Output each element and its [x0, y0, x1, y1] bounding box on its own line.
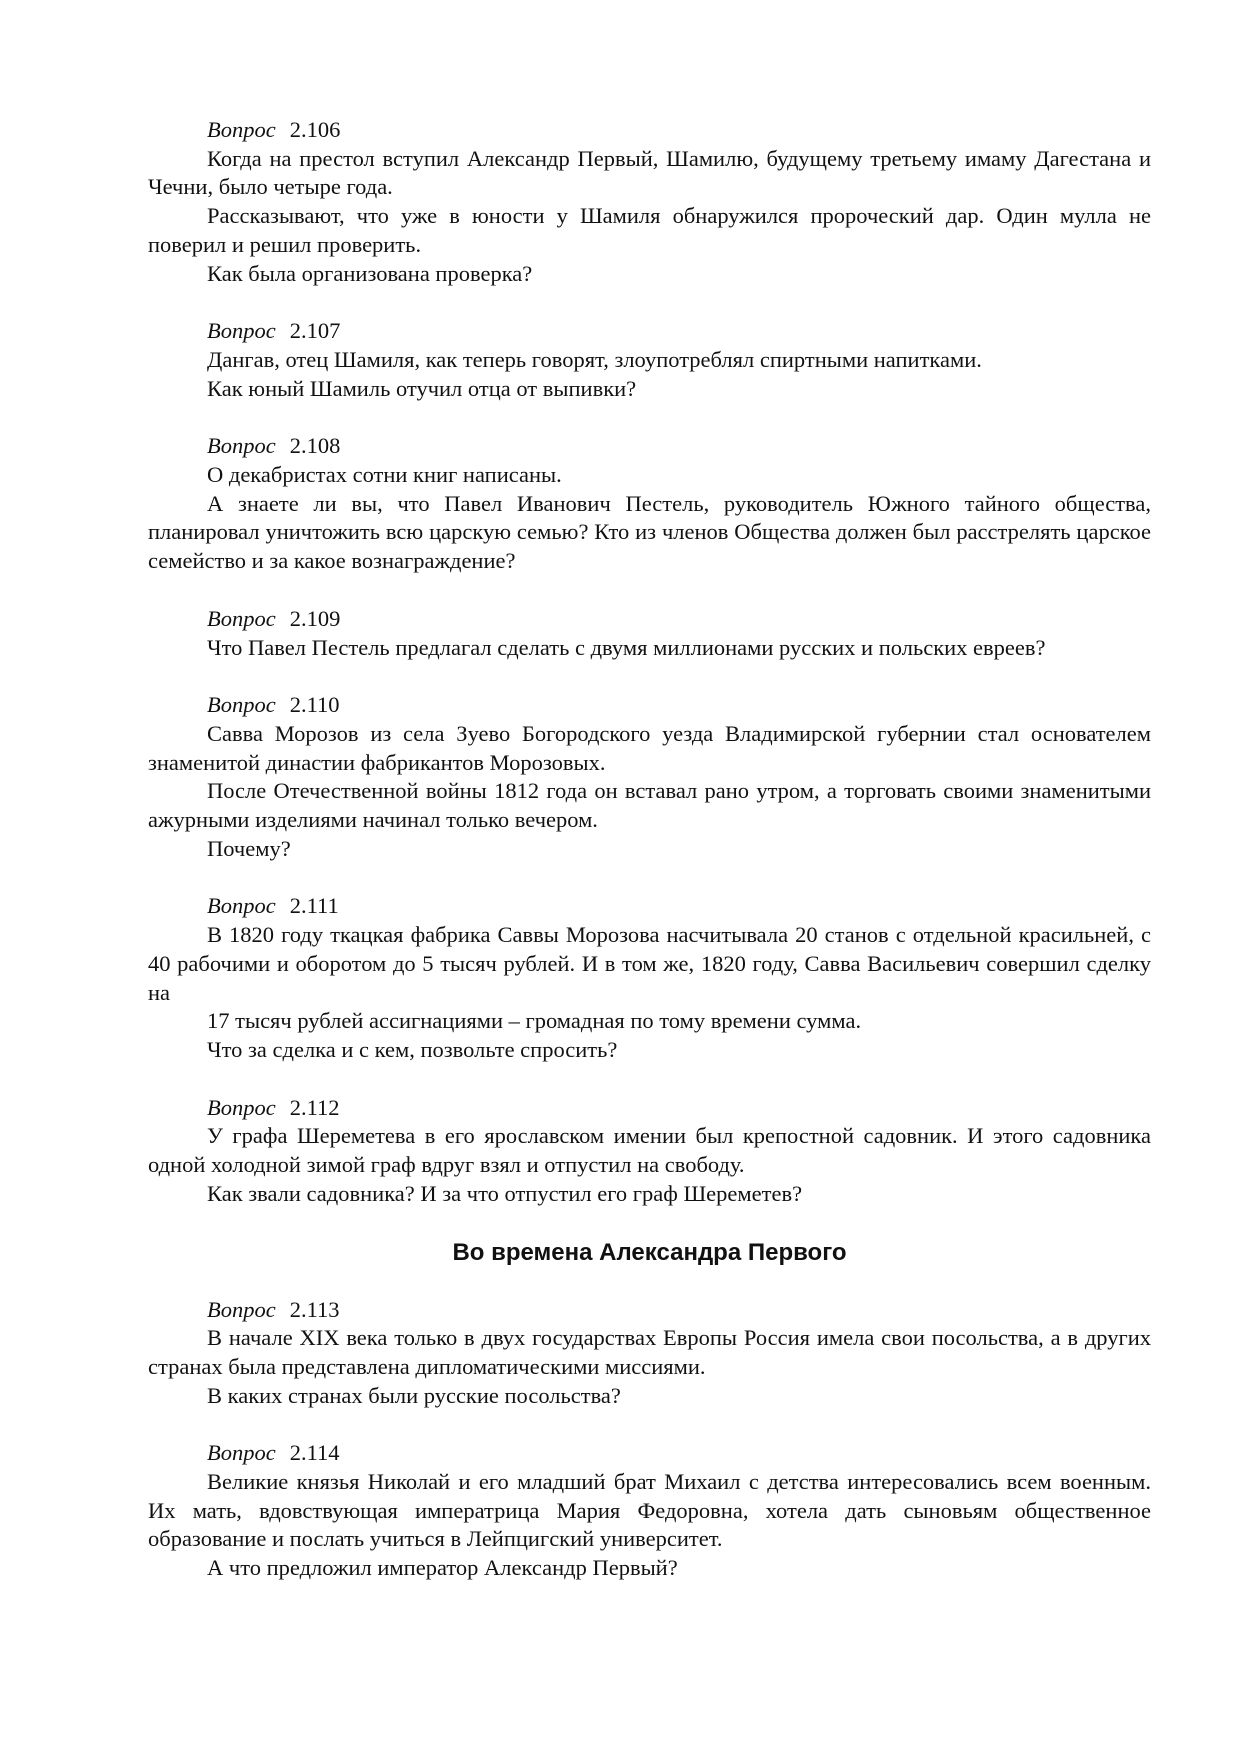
question-number: 2.109	[289, 605, 341, 631]
question-heading	[148, 892, 1151, 921]
paragraph: А что предложил император Александр Первый?	[207, 1555, 678, 1581]
question-label: Вопрос	[207, 433, 276, 459]
paragraph: Дангав, отец Шамиля, как теперь говорят, злоупотреблял спиртными напитками.	[207, 346, 982, 372]
paragraph: В каких странах были русские посольства?	[207, 1382, 621, 1408]
question-heading	[148, 605, 1151, 634]
paragraph: Что Павел Пестель предлагал сделать с двумя миллионами русских и польских евреев?	[207, 634, 1046, 660]
question-block	[148, 1094, 1151, 1209]
question-number: 2.111	[289, 893, 339, 919]
paragraph: Великие князья Николай и его младший брат Михаил с детства интересовались всем военным. Их мать, вдовствующая императрица Мария Федоровна, хотела дать сыновьям общественное образование и послать учиться в Лейпцигский университет.	[148, 1469, 1151, 1552]
paragraph: В 1820 году ткацкая фабрика Саввы Морозова насчитывала 20 станов с отдельной красильней, с 40 рабочими и оборотом до 5 тысяч рублей. И в том же, 1820 году, Савва Васильевич совершил сделку на	[148, 922, 1151, 1005]
paragraph: А знаете ли вы, что Павел Иванович Пестель, руководитель Южного тайного общества, планировал уничтожить всю царскую семью? Кто из членов Общества должен был расстрелять царское семейство и за какое вознаграждение?	[148, 490, 1151, 574]
question-label: Вопрос	[207, 1296, 276, 1322]
paragraph: 17 тысяч рублей ассигнациями – громадная по тому времени сумма.	[207, 1008, 862, 1034]
paragraph: Что за сделка и с кем, позвольте спросить?	[207, 1036, 618, 1062]
paragraph: Почему?	[207, 835, 291, 861]
question-heading	[148, 691, 1151, 720]
question-block	[148, 892, 1151, 1064]
question-label: Вопрос	[207, 692, 276, 718]
paragraph: Как была организована проверка?	[207, 260, 533, 286]
section-title: Во времена Александра Первого	[452, 1238, 847, 1266]
question-block	[148, 1439, 1151, 1583]
question-block	[148, 691, 1151, 863]
question-block	[148, 317, 1151, 403]
paragraph: После Отечественной войны 1812 года он вставал рано утром, а торговать своими знаменитыми ажурными изделиями начинал только вечером.	[148, 778, 1151, 833]
question-block	[148, 432, 1151, 576]
question-heading	[148, 1439, 1151, 1468]
paragraph: У графа Шереметева в его ярославском имении был крепостной садовник. И этого садовника одной холодной зимой граф вдруг взял и отпустил на свободу.	[148, 1123, 1151, 1178]
question-number: 2.112	[289, 1094, 340, 1120]
paragraph: Как звали садовника? И за что отпустил его граф Шереметев?	[207, 1180, 803, 1206]
question-block	[148, 116, 1151, 288]
question-number: 2.106	[289, 117, 341, 142]
question-heading	[148, 317, 1151, 346]
paragraph: Как юный Шамиль отучил отца от выпивки?	[207, 375, 637, 401]
question-heading	[148, 1296, 1151, 1325]
question-heading	[148, 116, 1151, 145]
question-block	[148, 1296, 1151, 1411]
paragraph: О декабристах сотни книг написаны.	[207, 462, 562, 488]
question-label: Вопрос	[207, 893, 276, 919]
paragraph: Савва Морозов из села Зуево Богородского уезда Владимирской губернии стал основателем знаменитой династии фабрикантов Морозовых.	[148, 720, 1151, 775]
question-heading	[148, 1094, 1151, 1123]
question-number: 2.114	[289, 1440, 340, 1466]
question-number: 2.108	[289, 433, 341, 459]
question-number: 2.113	[289, 1296, 340, 1322]
question-label: Вопрос	[207, 605, 276, 631]
question-label: Вопрос	[207, 318, 276, 344]
question-label: Вопрос	[207, 117, 276, 142]
paragraph: В начале XIX века только в двух государствах Европы Россия имела свои посольства, а в других странах была представлена дипломатическими миссиями.	[148, 1325, 1151, 1379]
question-number: 2.107	[289, 318, 341, 344]
question-heading	[148, 432, 1151, 461]
question-number: 2.110	[289, 692, 340, 718]
paragraph: Рассказывают, что уже в юности у Шамиля обнаружился пророческий дар. Один мулла не поверил и решил проверить.	[148, 203, 1151, 257]
question-label: Вопрос	[207, 1094, 276, 1120]
question-block	[148, 605, 1151, 662]
question-label: Вопрос	[207, 1440, 276, 1466]
paragraph: Когда на престол вступил Александр Первый, Шамилю, будущему третьему имаму Дагестана и Чечни, было четыре года.	[148, 145, 1151, 200]
